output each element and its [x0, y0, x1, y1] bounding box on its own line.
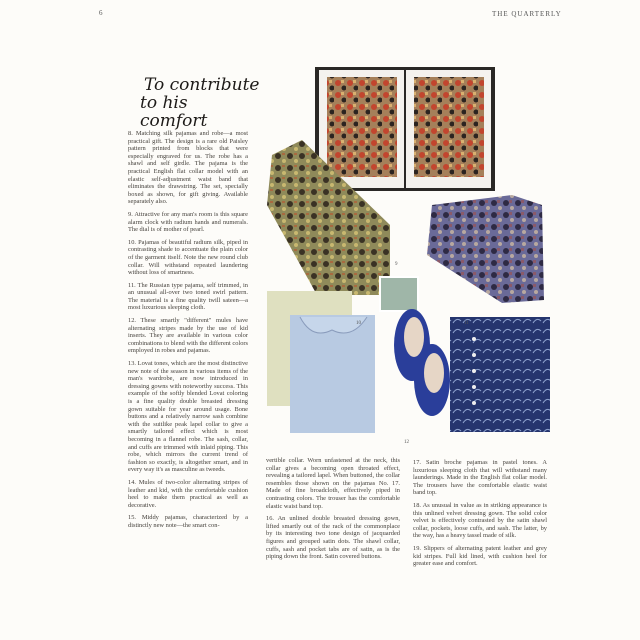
item-9: 9. Attractive for any man's room is this square alarm clock with radium hands and numerals. The dial is of mother of pearl.: [128, 210, 248, 234]
article-title: [140, 76, 260, 130]
item-15-cont: vertible collar. Worn unfastened at the neck, this collar gives a becoming open throated effect, revealing a tailored lapel. When buttoned, the collar resembles those shown on the pajamas No. 17. Made of fine broadcloth, effectively piped in contrasting colors. The trouser has the comfortable elastic waist band top.: [266, 457, 400, 510]
item-15: 15. Middy pajamas, characterized by a distinctly new note—the smart con-: [128, 514, 248, 529]
running-header: THE QUARTERLY: [492, 10, 562, 18]
item-17: 17. Satin broche pajamas in pastel tones. A luxurious sleeping cloth that will withstand many launderings. Made in the English flat collar model. The trousers have the comfortable elastic waist band top.: [413, 459, 547, 497]
paisley-pajama-folded: [327, 77, 397, 177]
text-column-2: [266, 457, 400, 566]
item-11: 11. The Russian type pajama, self trimmed, in an unusual all-over two toned swirl pattern. The material is a fine quality twill sateen—a most luxurious sleeping cloth.: [128, 281, 248, 312]
item-12: 12. These smartly "different" mules have alternating stripes made by the use of kid inserts. They are available in various color combinations to blend with the different colors employed in robes and pajamas.: [128, 317, 248, 355]
page-number: 6: [99, 9, 104, 17]
item-10: 10. Pajamas of beautiful radium silk, piped in contrasting shade to accentuate the plain color of the garment itself. Note the new round club collar. Will withstand repeated laundering without loss of smartness.: [128, 238, 248, 277]
item-18: 18. As unusual in value as in striking appearance is this unlined velvet dressing gown. The solid color velvet is effectively contrasted by the satin shawl collar, pockets, loose cuffs, and sash. The latter, by the way, has a heavy tassel made of silk.: [413, 501, 547, 540]
photo-label-11: 11: [464, 321, 469, 326]
paisley-robe-folded: [414, 77, 484, 177]
photo-label-8: 8: [448, 218, 451, 223]
purple-paisley-pajamas: [427, 195, 544, 303]
photo-label-10: 10: [356, 321, 361, 326]
russian-pajama: [450, 317, 550, 432]
item-19: 19. Slippers of alternating patent leather and grey kid stripes. Full kid lined, with cushion heel for greater ease and comfort.: [413, 544, 547, 568]
photo-label-12: 12: [404, 440, 409, 445]
text-column-3: [413, 459, 547, 573]
light-blue-pajamas: [290, 315, 375, 433]
product-photo-collage: [262, 55, 562, 455]
item-16: 16. An unlined double breasted dressing gown, lifted smartly out of the rack of the commonplace by its interesting two tone design of jacquarded figures and grouped satin dots. The shawl collar, cuffs, sash and pocket tabs are of satin, as is the piping down the front. Satin covered buttons.: [266, 515, 400, 561]
item-8: 8. Matching silk pajamas and robe—a most practical gift. The design is a rare old Paisley pattern printed from blocks that were especially engraved for us. The robe has a shawl and self girdle. The pajama is the practical English flat collar model with an elastic self-adjustment waist band that eliminates the drawstring. The set, specially boxed as shown, for gift giving. Available separately also.: [128, 130, 248, 206]
item-13: 13. Lovat tones, which are the most distinctive new note of the season in various items of the man's wardrobe, are now introduced in dressing gowns with noteworthy success. This example of the softly blended Lovat coloring is a fine quality double breasted dressing gown suitable for year around usage. Bone buttons and a relatively narrow sash combine with the suitlike peak lapel collar to give a smartly tailored effect which is most becoming in a flannel robe. The sash, collar, and cuffs are trimmed with inlaid piping. This robe, which mirrors the current trend of fashion so exactly, is altogether smart, and in every way it's as masculine as tweeds.: [128, 360, 248, 474]
item-14: 14. Mules of two-color alternating stripes of leather and kid, with the comfortable cushion heel to make them practical as well as decorative.: [128, 478, 248, 509]
title-line-1: To contribute: [144, 75, 260, 95]
alarm-clock: [380, 277, 418, 311]
text-column-1: [128, 130, 248, 535]
title-line-2: to his comfort: [140, 93, 208, 131]
photo-label-9: 9: [395, 262, 398, 267]
